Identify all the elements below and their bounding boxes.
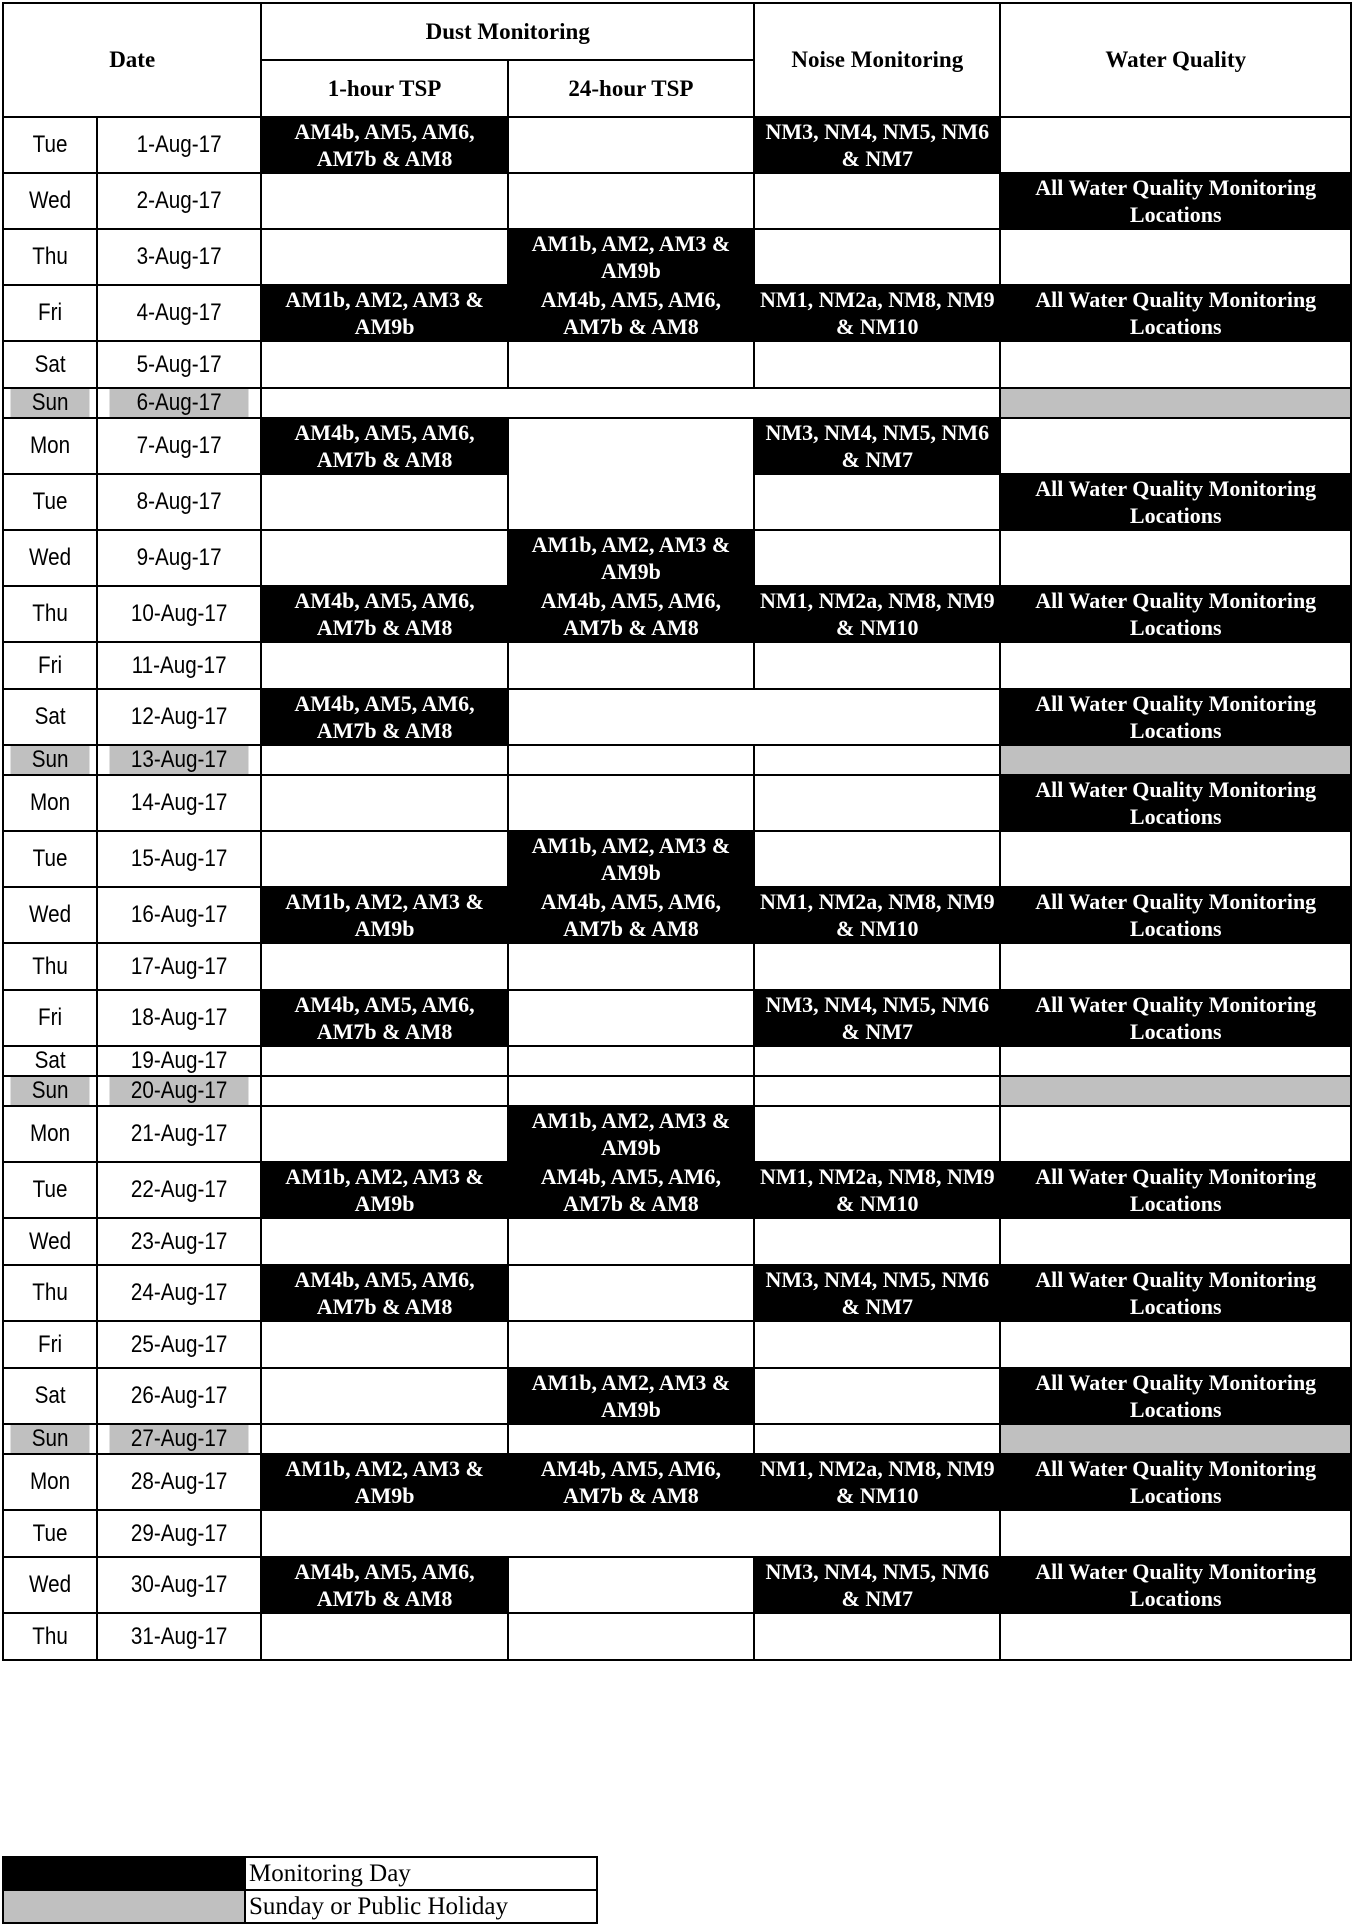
date-cell: 1-Aug-17 (109, 117, 250, 173)
monitoring-cell: AM4b, AM5, AM6, AM7b & AM8 (261, 586, 507, 642)
monitoring-cell: NM3, NM4, NM5, NM6 & NM7 (754, 990, 1000, 1046)
monitoring-cell: AM1b, AM2, AM3 & AM9b (261, 285, 507, 341)
date-cell: 20-Aug-17 (109, 1076, 250, 1106)
empty-cell (754, 1368, 1000, 1424)
table-row (3, 586, 1351, 642)
monitoring-cell: NM3, NM4, NM5, NM6 & NM7 (754, 1265, 1000, 1321)
table-row (3, 689, 1351, 745)
monitoring-cell: All Water Quality Monitoring Locations (1000, 1265, 1351, 1321)
empty-cell (508, 1046, 754, 1076)
date-cell: 24-Aug-17 (109, 1265, 250, 1321)
header-date: Date (3, 3, 261, 117)
empty-cell (508, 1557, 754, 1613)
empty-cell (508, 117, 754, 173)
monitoring-schedule-table (2, 2, 1352, 1661)
date-cell: 16-Aug-17 (109, 887, 250, 943)
table-row (3, 1106, 1351, 1162)
day-cell: Thu (10, 1613, 91, 1660)
empty-cell (1000, 1510, 1351, 1557)
header-water-quality: Water Quality (1000, 3, 1351, 117)
empty-cell (754, 173, 1000, 229)
date-cell: 5-Aug-17 (109, 341, 250, 388)
date-cell: 13-Aug-17 (109, 745, 250, 775)
empty-cell (754, 745, 1000, 775)
day-cell: Thu (10, 943, 91, 990)
date-cell: 8-Aug-17 (109, 474, 250, 530)
empty-cell (508, 1218, 754, 1265)
table-row (3, 990, 1351, 1046)
monitoring-cell: NM3, NM4, NM5, NM6 & NM7 (754, 117, 1000, 173)
holiday-cell (1000, 1076, 1351, 1106)
day-cell: Tue (10, 831, 91, 887)
day-cell: Thu (10, 1265, 91, 1321)
table-row (3, 1368, 1351, 1424)
empty-cell (261, 831, 507, 887)
empty-cell (261, 1321, 507, 1368)
header-24-hour-tsp: 24-hour TSP (508, 60, 754, 117)
empty-cell (754, 229, 1000, 285)
empty-cell (1000, 530, 1351, 586)
monitoring-cell: NM1, NM2a, NM8, NM9 & NM10 (754, 1162, 1000, 1218)
table-row (3, 229, 1351, 285)
monitoring-cell: NM1, NM2a, NM8, NM9 & NM10 (754, 1454, 1000, 1510)
day-cell: Mon (10, 775, 91, 831)
day-cell: Wed (10, 1218, 91, 1265)
empty-cell (261, 388, 1000, 418)
empty-cell (754, 1076, 1000, 1106)
monitoring-cell: NM1, NM2a, NM8, NM9 & NM10 (754, 586, 1000, 642)
table-row (3, 117, 1351, 173)
empty-cell (754, 1613, 1000, 1660)
empty-cell (754, 775, 1000, 831)
empty-cell (754, 943, 1000, 990)
empty-cell (1000, 831, 1351, 887)
empty-cell (754, 1046, 1000, 1076)
monitoring-cell: All Water Quality Monitoring Locations (1000, 1454, 1351, 1510)
table-row (3, 1557, 1351, 1613)
date-cell: 21-Aug-17 (109, 1106, 250, 1162)
table-row (3, 775, 1351, 831)
empty-cell (508, 775, 754, 831)
empty-cell (1000, 943, 1351, 990)
day-cell: Sat (10, 1046, 91, 1076)
monitoring-cell: All Water Quality Monitoring Locations (1000, 689, 1351, 745)
empty-cell (508, 689, 1001, 745)
date-cell: 31-Aug-17 (109, 1613, 250, 1660)
day-cell: Thu (10, 229, 91, 285)
empty-cell (508, 1265, 754, 1321)
table-row (3, 1424, 1351, 1454)
date-cell: 27-Aug-17 (109, 1424, 250, 1454)
date-cell: 30-Aug-17 (109, 1557, 250, 1613)
day-cell: Wed (10, 530, 91, 586)
empty-cell (754, 831, 1000, 887)
empty-cell (261, 341, 507, 388)
legend-label-sunday-holiday: Sunday or Public Holiday (245, 1890, 597, 1923)
monitoring-cell: AM1b, AM2, AM3 & AM9b (508, 229, 754, 285)
empty-cell (261, 1046, 507, 1076)
monitoring-cell: NM3, NM4, NM5, NM6 & NM7 (754, 1557, 1000, 1613)
empty-cell (754, 1218, 1000, 1265)
legend-row-sunday-holiday (3, 1890, 597, 1923)
monitoring-cell: AM4b, AM5, AM6, AM7b & AM8 (508, 285, 754, 341)
empty-cell (1000, 229, 1351, 285)
day-cell: Sat (10, 341, 91, 388)
empty-cell (508, 1424, 754, 1454)
legend (2, 1856, 598, 1924)
monitoring-cell: AM4b, AM5, AM6, AM7b & AM8 (261, 117, 507, 173)
date-cell: 11-Aug-17 (109, 642, 250, 689)
table-row (3, 1265, 1351, 1321)
monitoring-cell: All Water Quality Monitoring Locations (1000, 173, 1351, 229)
table-row (3, 1162, 1351, 1218)
monitoring-cell: NM1, NM2a, NM8, NM9 & NM10 (754, 887, 1000, 943)
monitoring-cell: All Water Quality Monitoring Locations (1000, 1557, 1351, 1613)
empty-cell (508, 1321, 754, 1368)
table-row (3, 1321, 1351, 1368)
monitoring-cell: AM4b, AM5, AM6, AM7b & AM8 (261, 1265, 507, 1321)
date-cell: 29-Aug-17 (109, 1510, 250, 1557)
day-cell: Fri (10, 642, 91, 689)
date-cell: 17-Aug-17 (109, 943, 250, 990)
day-cell: Sun (10, 388, 91, 418)
holiday-cell (1000, 388, 1351, 418)
table-header (3, 3, 1351, 117)
date-cell: 19-Aug-17 (109, 1046, 250, 1076)
date-cell: 28-Aug-17 (109, 1454, 250, 1510)
legend-label-monitoring-day: Monitoring Day (245, 1857, 597, 1890)
empty-cell (754, 1321, 1000, 1368)
empty-cell (754, 530, 1000, 586)
day-cell: Wed (10, 173, 91, 229)
empty-cell (261, 474, 507, 530)
empty-cell (754, 341, 1000, 388)
monitoring-cell: NM1, NM2a, NM8, NM9 & NM10 (754, 285, 1000, 341)
date-cell: 2-Aug-17 (109, 173, 250, 229)
empty-cell (261, 943, 507, 990)
date-cell: 25-Aug-17 (109, 1321, 250, 1368)
date-cell: 14-Aug-17 (109, 775, 250, 831)
date-cell: 26-Aug-17 (109, 1368, 250, 1424)
header-1-hour-tsp: 1-hour TSP (261, 60, 507, 117)
empty-cell (261, 1368, 507, 1424)
empty-cell (508, 173, 754, 229)
day-cell: Mon (10, 418, 91, 474)
table-row (3, 642, 1351, 689)
table-row (3, 1046, 1351, 1076)
table-row (3, 1076, 1351, 1106)
monitoring-cell: AM1b, AM2, AM3 & AM9b (508, 831, 754, 887)
empty-cell (508, 418, 754, 530)
empty-cell (261, 775, 507, 831)
table-row (3, 173, 1351, 229)
empty-cell (508, 1613, 754, 1660)
empty-cell (508, 341, 754, 388)
day-cell: Tue (10, 1510, 91, 1557)
empty-cell (261, 1613, 507, 1660)
table-row (3, 1218, 1351, 1265)
table-row (3, 887, 1351, 943)
table-row (3, 418, 1351, 474)
empty-cell (261, 1076, 507, 1106)
day-cell: Tue (10, 474, 91, 530)
empty-cell (261, 1218, 507, 1265)
day-cell: Thu (10, 586, 91, 642)
table-row (3, 745, 1351, 775)
date-cell: 7-Aug-17 (109, 418, 250, 474)
date-cell: 15-Aug-17 (109, 831, 250, 887)
empty-cell (754, 642, 1000, 689)
empty-cell (1000, 117, 1351, 173)
table-row (3, 943, 1351, 990)
empty-cell (261, 1510, 1000, 1557)
empty-cell (508, 990, 754, 1046)
legend-row-monitoring-day (3, 1857, 597, 1890)
day-cell: Tue (10, 117, 91, 173)
day-cell: Wed (10, 887, 91, 943)
day-cell: Sat (10, 1368, 91, 1424)
empty-cell (1000, 341, 1351, 388)
monitoring-cell: NM3, NM4, NM5, NM6 & NM7 (754, 418, 1000, 474)
date-cell: 6-Aug-17 (109, 388, 250, 418)
monitoring-cell: AM1b, AM2, AM3 & AM9b (261, 1162, 507, 1218)
day-cell: Sun (10, 1424, 91, 1454)
table-row (3, 1510, 1351, 1557)
legend-swatch-monitoring-day (3, 1857, 245, 1890)
monitoring-cell: AM1b, AM2, AM3 & AM9b (508, 1368, 754, 1424)
empty-cell (508, 745, 754, 775)
day-cell: Tue (10, 1162, 91, 1218)
empty-cell (261, 173, 507, 229)
empty-cell (754, 1106, 1000, 1162)
holiday-cell (1000, 1424, 1351, 1454)
day-cell: Fri (10, 285, 91, 341)
table-row (3, 341, 1351, 388)
day-cell: Wed (10, 1557, 91, 1613)
empty-cell (261, 229, 507, 285)
monitoring-cell: AM4b, AM5, AM6, AM7b & AM8 (261, 1557, 507, 1613)
empty-cell (1000, 1321, 1351, 1368)
empty-cell (754, 1424, 1000, 1454)
table-body (3, 117, 1351, 1660)
monitoring-cell: All Water Quality Monitoring Locations (1000, 887, 1351, 943)
date-cell: 12-Aug-17 (109, 689, 250, 745)
monitoring-cell: AM4b, AM5, AM6, AM7b & AM8 (508, 1162, 754, 1218)
empty-cell (261, 1424, 507, 1454)
empty-cell (1000, 642, 1351, 689)
day-cell: Sun (10, 1076, 91, 1106)
date-cell: 9-Aug-17 (109, 530, 250, 586)
table-row (3, 388, 1351, 418)
empty-cell (1000, 1613, 1351, 1660)
date-cell: 10-Aug-17 (109, 586, 250, 642)
empty-cell (508, 1076, 754, 1106)
header-noise-monitoring: Noise Monitoring (754, 3, 1000, 117)
monitoring-cell: AM1b, AM2, AM3 & AM9b (261, 887, 507, 943)
monitoring-cell: AM1b, AM2, AM3 & AM9b (508, 530, 754, 586)
table-row (3, 285, 1351, 341)
table-row (3, 530, 1351, 586)
empty-cell (754, 474, 1000, 530)
date-cell: 18-Aug-17 (109, 990, 250, 1046)
day-cell: Mon (10, 1454, 91, 1510)
monitoring-cell: All Water Quality Monitoring Locations (1000, 285, 1351, 341)
holiday-cell (1000, 745, 1351, 775)
header-dust-monitoring: Dust Monitoring (261, 3, 754, 60)
monitoring-cell: All Water Quality Monitoring Locations (1000, 586, 1351, 642)
empty-cell (508, 943, 754, 990)
empty-cell (1000, 418, 1351, 474)
day-cell: Sat (10, 689, 91, 745)
day-cell: Sun (10, 745, 91, 775)
legend-swatch-sunday-holiday (3, 1890, 245, 1923)
table-row (3, 831, 1351, 887)
empty-cell (1000, 1106, 1351, 1162)
empty-cell (261, 530, 507, 586)
day-cell: Mon (10, 1106, 91, 1162)
monitoring-cell: AM4b, AM5, AM6, AM7b & AM8 (261, 418, 507, 474)
monitoring-cell: All Water Quality Monitoring Locations (1000, 1162, 1351, 1218)
date-cell: 3-Aug-17 (109, 229, 250, 285)
monitoring-cell: AM4b, AM5, AM6, AM7b & AM8 (261, 990, 507, 1046)
date-cell: 23-Aug-17 (109, 1218, 250, 1265)
empty-cell (1000, 1218, 1351, 1265)
empty-cell (1000, 1046, 1351, 1076)
date-cell: 4-Aug-17 (109, 285, 250, 341)
monitoring-cell: AM4b, AM5, AM6, AM7b & AM8 (508, 586, 754, 642)
empty-cell (261, 745, 507, 775)
monitoring-cell: AM1b, AM2, AM3 & AM9b (261, 1454, 507, 1510)
monitoring-cell: AM4b, AM5, AM6, AM7b & AM8 (508, 1454, 754, 1510)
date-cell: 22-Aug-17 (109, 1162, 250, 1218)
empty-cell (508, 642, 754, 689)
monitoring-cell: AM1b, AM2, AM3 & AM9b (508, 1106, 754, 1162)
table-row (3, 1613, 1351, 1660)
day-cell: Fri (10, 1321, 91, 1368)
monitoring-cell: All Water Quality Monitoring Locations (1000, 775, 1351, 831)
monitoring-cell: AM4b, AM5, AM6, AM7b & AM8 (508, 887, 754, 943)
monitoring-cell: All Water Quality Monitoring Locations (1000, 474, 1351, 530)
monitoring-cell: All Water Quality Monitoring Locations (1000, 990, 1351, 1046)
monitoring-cell: AM4b, AM5, AM6, AM7b & AM8 (261, 689, 507, 745)
empty-cell (261, 1106, 507, 1162)
day-cell: Fri (10, 990, 91, 1046)
monitoring-cell: All Water Quality Monitoring Locations (1000, 1368, 1351, 1424)
empty-cell (261, 642, 507, 689)
table-row (3, 1454, 1351, 1510)
